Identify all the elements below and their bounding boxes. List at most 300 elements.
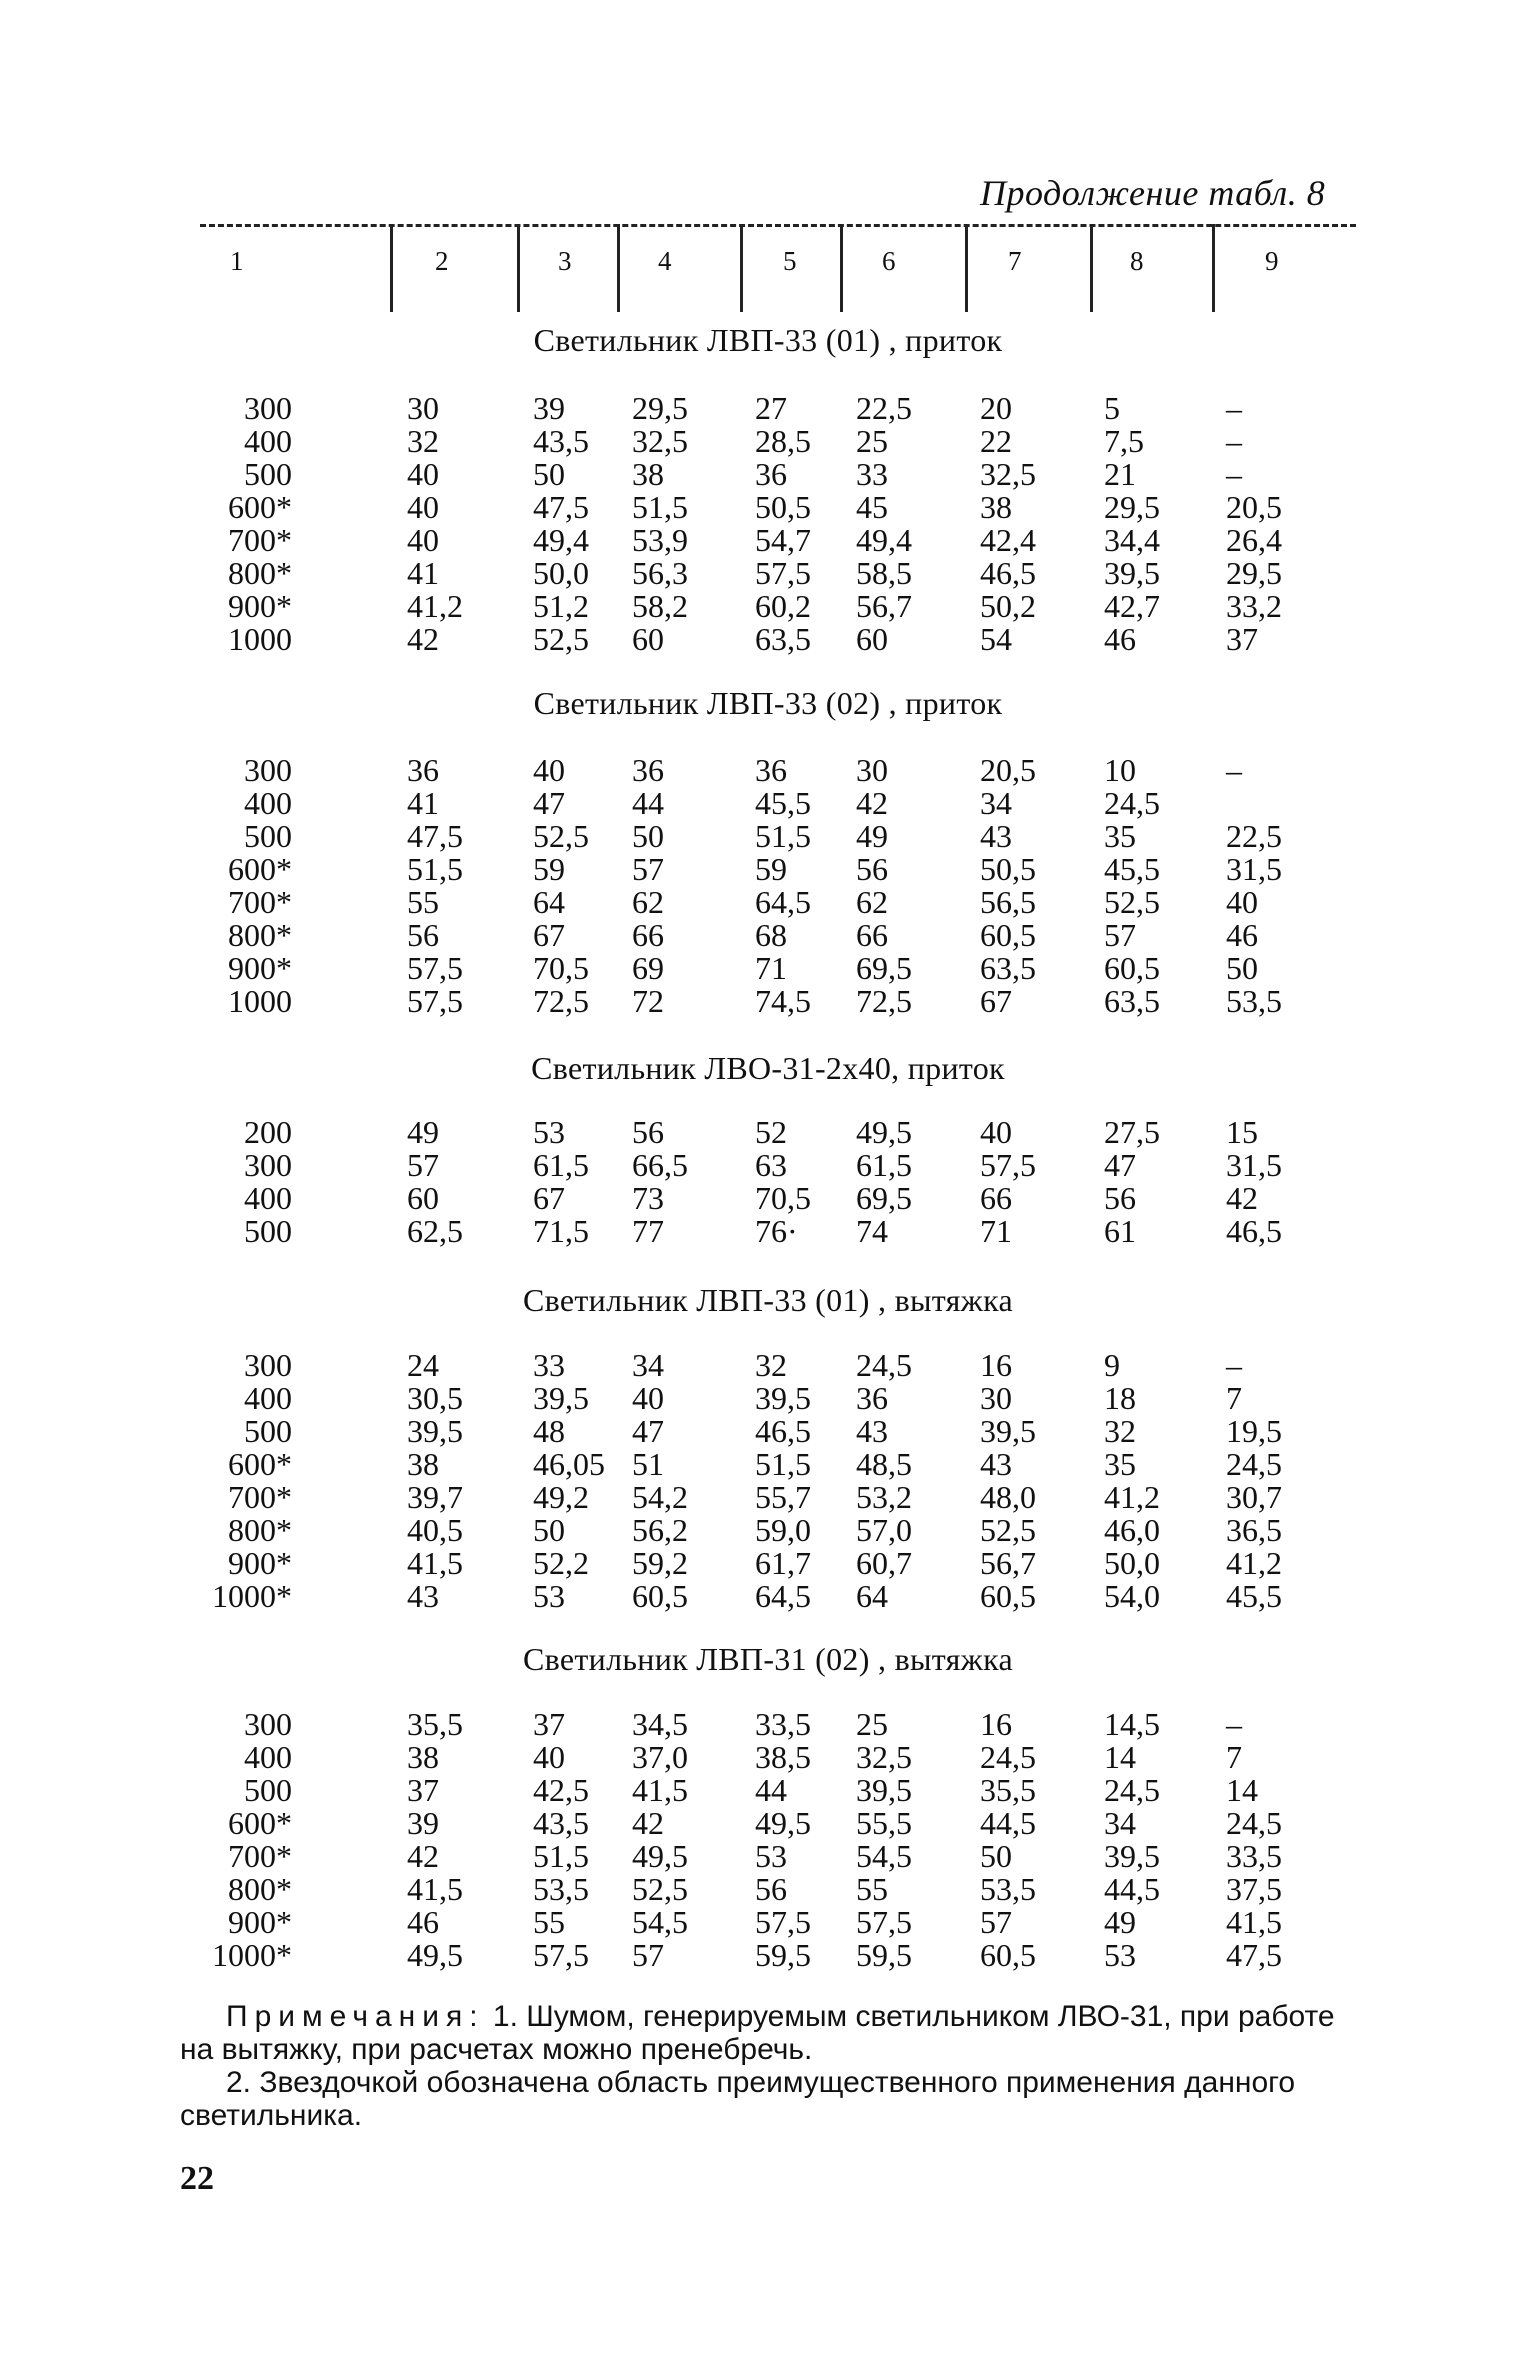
table-cell: 34,5 xyxy=(632,1706,688,1742)
note-2-text: 2. Звездочкой обозначена область преимущественного применения данного светильника. xyxy=(180,2066,1296,2132)
table-cell: 42 xyxy=(407,1838,439,1874)
table-row xyxy=(0,1873,1536,1906)
table-cell: 40 xyxy=(407,489,439,525)
table-cell: 60,5 xyxy=(632,1578,688,1614)
table-cell: 51,2 xyxy=(533,588,589,624)
table-cell: 45 xyxy=(856,489,888,525)
table-cell: 61,7 xyxy=(755,1545,811,1581)
table-cell: 61,5 xyxy=(856,1147,912,1183)
table-cell: 1000* xyxy=(212,1578,292,1614)
table-cell: 40,5 xyxy=(407,1512,463,1548)
table-cell: 20 xyxy=(980,390,1012,426)
table-cell: 39,5 xyxy=(1104,1838,1160,1874)
table-cell: 56,2 xyxy=(632,1512,688,1548)
table-cell: 50 xyxy=(632,818,664,854)
table-cell: 60,5 xyxy=(980,1578,1036,1614)
table-cell: 46,5 xyxy=(755,1413,811,1449)
table-cell: 72,5 xyxy=(533,983,589,1019)
table-cell: 55 xyxy=(407,884,439,920)
table-cell: 47 xyxy=(533,785,565,821)
table-cell: 66 xyxy=(980,1180,1012,1216)
table-cell: 72,5 xyxy=(856,983,912,1019)
table-cell: 50 xyxy=(533,456,565,492)
table-cell: 800* xyxy=(228,1871,292,1907)
table-cell: 53,2 xyxy=(856,1479,912,1515)
table-cell: 45,5 xyxy=(1226,1578,1282,1614)
table-cell: 45,5 xyxy=(1104,851,1160,887)
table-cell: 49 xyxy=(856,818,888,854)
table-cell: 900* xyxy=(228,1904,292,1940)
table-cell: 72 xyxy=(632,983,664,1019)
table-cell: 48,5 xyxy=(856,1446,912,1482)
table-cell: 53 xyxy=(533,1114,565,1150)
table-cell: 53,5 xyxy=(980,1871,1036,1907)
table-cell: 51,5 xyxy=(407,851,463,887)
table-cell: 39,5 xyxy=(1104,555,1160,591)
table-cell: 39,5 xyxy=(856,1772,912,1808)
table-cell: 55 xyxy=(533,1904,565,1940)
table-cell: 56,7 xyxy=(856,588,912,624)
notes-label: Примечания: xyxy=(226,2000,485,2033)
table-cell: 48,0 xyxy=(980,1479,1036,1515)
table-row xyxy=(0,1116,1536,1149)
table-cell: 77 xyxy=(632,1213,664,1249)
table-cell: 52,5 xyxy=(1104,884,1160,920)
table-cell: 47 xyxy=(1104,1147,1136,1183)
table-cell: 33,5 xyxy=(755,1706,811,1742)
table-cell: 57,0 xyxy=(856,1512,912,1548)
table-cell: 49,5 xyxy=(755,1805,811,1841)
column-divider xyxy=(390,224,393,312)
table-cell: 69,5 xyxy=(856,950,912,986)
table-cell: 500 xyxy=(244,1772,292,1808)
table-cell: 39,5 xyxy=(533,1380,589,1416)
table-cell: 29,5 xyxy=(1104,489,1160,525)
table-cell: 56 xyxy=(407,917,439,953)
table-cell: 43 xyxy=(980,818,1012,854)
table-cell: 60,7 xyxy=(856,1545,912,1581)
table-cell: 60,2 xyxy=(755,588,811,624)
table-cell: – xyxy=(1226,456,1242,492)
table-cell: 33 xyxy=(533,1347,565,1383)
table-cell: 64 xyxy=(856,1578,888,1614)
table-cell: 34,4 xyxy=(1104,522,1160,558)
table-cell: 800* xyxy=(228,917,292,953)
table-cell: 57,5 xyxy=(755,1904,811,1940)
table-cell: 71 xyxy=(755,950,787,986)
table-cell: 30 xyxy=(980,1380,1012,1416)
table-cell: 47,5 xyxy=(1226,1937,1282,1973)
table-cell: 57 xyxy=(407,1147,439,1183)
table-cell: 49,5 xyxy=(632,1838,688,1874)
table-cell: 38 xyxy=(980,489,1012,525)
table-cell: 62,5 xyxy=(407,1213,463,1249)
table-row xyxy=(0,820,1536,853)
table-cell: 52,5 xyxy=(632,1871,688,1907)
table-row xyxy=(0,1481,1536,1514)
table-row xyxy=(0,392,1536,425)
table-cell: 66 xyxy=(856,917,888,953)
table-row xyxy=(0,425,1536,458)
table-cell: 42,4 xyxy=(980,522,1036,558)
table-cell: 55 xyxy=(856,1871,888,1907)
section-title: Светильник ЛВП-33 (01) , приток xyxy=(533,322,1003,358)
table-cell: 58,2 xyxy=(632,588,688,624)
column-divider xyxy=(1090,224,1093,312)
column-divider xyxy=(740,224,743,312)
table-cell: 300 xyxy=(244,752,292,788)
table-cell: 600* xyxy=(228,1805,292,1841)
table-cell: 39 xyxy=(407,1805,439,1841)
table-cell: 42,7 xyxy=(1104,588,1160,624)
table-cell: 54,0 xyxy=(1104,1578,1160,1614)
table-cell: 59 xyxy=(533,851,565,887)
table-cell: 20,5 xyxy=(980,752,1036,788)
table-cell: 64,5 xyxy=(755,1578,811,1614)
table-cell: 62 xyxy=(856,884,888,920)
table-cell: 49,4 xyxy=(856,522,912,558)
table-cell: 29,5 xyxy=(632,390,688,426)
table-cell: 36 xyxy=(407,752,439,788)
table-cell: 700* xyxy=(228,1838,292,1874)
table-cell: 39 xyxy=(533,390,565,426)
table-cell: 50,5 xyxy=(755,489,811,525)
table-cell: 46,5 xyxy=(1226,1213,1282,1249)
table-cell: 24,5 xyxy=(856,1347,912,1383)
table-cell: 24,5 xyxy=(980,1739,1036,1775)
table-cell: 27,5 xyxy=(1104,1114,1160,1150)
table-cell: 41,2 xyxy=(1104,1479,1160,1515)
table-cell: 56 xyxy=(1104,1180,1136,1216)
table-cell: 74,5 xyxy=(755,983,811,1019)
table-cell: 53 xyxy=(755,1838,787,1874)
table-cell: 63,5 xyxy=(755,621,811,657)
table-cell: 59,2 xyxy=(632,1545,688,1581)
table-cell: 55,5 xyxy=(856,1805,912,1841)
table-cell: 400 xyxy=(244,1739,292,1775)
table-cell: 60 xyxy=(856,621,888,657)
table-cell: 57 xyxy=(632,1937,664,1973)
table-cell: 400 xyxy=(244,1380,292,1416)
table-cell: 58,5 xyxy=(856,555,912,591)
table-cell: 38,5 xyxy=(755,1739,811,1775)
table-cell: 59 xyxy=(755,851,787,887)
table-cell: 900* xyxy=(228,1545,292,1581)
table-row xyxy=(0,524,1536,557)
table-cell: 33,2 xyxy=(1226,588,1282,624)
column-divider xyxy=(965,224,968,312)
table-cell: 52 xyxy=(755,1114,787,1150)
table-cell: 50,5 xyxy=(980,851,1036,887)
table-cell: 37,5 xyxy=(1226,1871,1282,1907)
table-cell: 700* xyxy=(228,522,292,558)
table-cell: 32,5 xyxy=(632,423,688,459)
table-row xyxy=(0,1448,1536,1481)
table-cell: 300 xyxy=(244,1147,292,1183)
table-row xyxy=(0,1807,1536,1840)
table-cell: 49 xyxy=(1104,1904,1136,1940)
table-cell: 67 xyxy=(980,983,1012,1019)
table-cell: 32 xyxy=(1104,1413,1136,1449)
table-cell: 56 xyxy=(856,851,888,887)
table-cell: 43 xyxy=(856,1413,888,1449)
table-row xyxy=(0,853,1536,886)
table-cell: 1000* xyxy=(212,1937,292,1973)
table-cell: 30 xyxy=(407,390,439,426)
table-cell: 50 xyxy=(980,1838,1012,1874)
table-cell: 43,5 xyxy=(533,423,589,459)
table-cell: 40 xyxy=(980,1114,1012,1150)
table-cell: 14,5 xyxy=(1104,1706,1160,1742)
note-1-text: 1. Шумом, генерируемым светильником ЛВО-31, при работе на вытяжку, при расчетах можно пренебречь. xyxy=(180,2000,1335,2066)
table-cell: 51,5 xyxy=(632,489,688,525)
table-cell: 1000 xyxy=(228,983,292,1019)
table-cell: 500 xyxy=(244,818,292,854)
table-cell: 51,5 xyxy=(755,1446,811,1482)
table-cell: 63,5 xyxy=(980,950,1036,986)
table-cell: 52,5 xyxy=(533,621,589,657)
table-cell: 300 xyxy=(244,390,292,426)
table-cell: 40 xyxy=(407,522,439,558)
table-row xyxy=(0,590,1536,623)
table-cell: 900* xyxy=(228,950,292,986)
table-cell: 39,7 xyxy=(407,1479,463,1515)
table-cell: 18 xyxy=(1104,1380,1136,1416)
column-number: 6 xyxy=(882,246,896,276)
column-number: 8 xyxy=(1130,246,1144,276)
table-cell: 30,5 xyxy=(407,1380,463,1416)
table-row xyxy=(0,1149,1536,1182)
table-cell: 57 xyxy=(632,851,664,887)
table-cell: 53 xyxy=(1104,1937,1136,1973)
table-cell: – xyxy=(1226,1347,1242,1383)
table-cell: 42,5 xyxy=(533,1772,589,1808)
section-title: Светильник ЛВО-31-2х40, приток xyxy=(531,1050,1005,1086)
table-cell: 24,5 xyxy=(1104,1772,1160,1808)
table-cell: 48 xyxy=(533,1413,565,1449)
table-cell: 800* xyxy=(228,1512,292,1548)
table-cell: 51 xyxy=(632,1446,664,1482)
table-cell: 22,5 xyxy=(856,390,912,426)
table-cell: 61,5 xyxy=(533,1147,589,1183)
note-1 xyxy=(180,2000,1356,2066)
column-divider xyxy=(617,224,620,312)
table-row xyxy=(0,1741,1536,1774)
table-cell: 400 xyxy=(244,423,292,459)
table-cell: 57 xyxy=(1104,917,1136,953)
table-cell: 59,5 xyxy=(755,1937,811,1973)
table-cell: 41,2 xyxy=(1226,1545,1282,1581)
table-cell: 22 xyxy=(980,423,1012,459)
notes xyxy=(180,2000,1356,2132)
table-cell: 46 xyxy=(1226,917,1258,953)
table-row xyxy=(0,1906,1536,1939)
table-cell: 22,5 xyxy=(1226,818,1282,854)
table-cell: 35 xyxy=(1104,1446,1136,1482)
table-row xyxy=(0,787,1536,820)
table-cell: 57,5 xyxy=(407,983,463,1019)
table-cell: 74 xyxy=(856,1213,888,1249)
table-cell: 7,5 xyxy=(1104,423,1144,459)
table-cell: 24 xyxy=(407,1347,439,1383)
table-cell: 600* xyxy=(228,1446,292,1482)
table-cell: 41,5 xyxy=(632,1772,688,1808)
column-number: 5 xyxy=(783,246,797,276)
column-number: 1 xyxy=(230,246,244,276)
table-cell: 53 xyxy=(533,1578,565,1614)
table-cell: 53,9 xyxy=(632,522,688,558)
table-cell: 62 xyxy=(632,884,664,920)
table-cell: 19,5 xyxy=(1226,1413,1282,1449)
table-cell: 50,2 xyxy=(980,588,1036,624)
table-cell: 24,5 xyxy=(1104,785,1160,821)
table-cell: 33 xyxy=(856,456,888,492)
table-cell: 900* xyxy=(228,588,292,624)
table-cell: 32,5 xyxy=(856,1739,912,1775)
table-row xyxy=(0,1939,1536,1972)
table-cell: 20,5 xyxy=(1226,489,1282,525)
table-cell: 14 xyxy=(1226,1772,1258,1808)
table-cell: 25 xyxy=(856,423,888,459)
table-cell: 44 xyxy=(632,785,664,821)
table-cell: 43,5 xyxy=(533,1805,589,1841)
table-cell: 50,0 xyxy=(533,555,589,591)
column-divider xyxy=(840,224,843,312)
table-cell: 42 xyxy=(407,621,439,657)
column-divider xyxy=(517,224,520,312)
table-cell: 28,5 xyxy=(755,423,811,459)
table-cell: 38 xyxy=(407,1739,439,1775)
table-cell: 64 xyxy=(533,884,565,920)
table-cell: 61 xyxy=(1104,1213,1136,1249)
table-cell: 54,7 xyxy=(755,522,811,558)
table-cell: 7 xyxy=(1226,1739,1242,1775)
table-cell: 36 xyxy=(755,752,787,788)
table-cell: 60 xyxy=(407,1180,439,1216)
table-cell: 46,5 xyxy=(980,555,1036,591)
table-cell: – xyxy=(1226,752,1242,788)
table-cell: 35,5 xyxy=(980,1772,1036,1808)
table-cell: 63 xyxy=(755,1147,787,1183)
column-number: 9 xyxy=(1265,246,1279,276)
table-cell: 26,4 xyxy=(1226,522,1282,558)
table-cell: 40 xyxy=(632,1380,664,1416)
table-row xyxy=(0,623,1536,656)
column-number: 2 xyxy=(435,246,449,276)
table-cell: 29,5 xyxy=(1226,555,1282,591)
table-cell: 44 xyxy=(755,1772,787,1808)
table-cell: 39,5 xyxy=(407,1413,463,1449)
table-cell: 10 xyxy=(1104,752,1136,788)
table-cell: 44,5 xyxy=(1104,1871,1160,1907)
table-cell: 56 xyxy=(632,1114,664,1150)
table-cell: 40 xyxy=(1226,884,1258,920)
table-cell: 41,5 xyxy=(407,1545,463,1581)
table-row xyxy=(0,1840,1536,1873)
table-cell: 35 xyxy=(1104,818,1136,854)
table-cell: 400 xyxy=(244,1180,292,1216)
table-cell: 15 xyxy=(1226,1114,1258,1150)
table-cell: 34 xyxy=(1104,1805,1136,1841)
table-cell: 37 xyxy=(407,1772,439,1808)
table-cell: 45,5 xyxy=(755,785,811,821)
table-row xyxy=(0,1349,1536,1382)
column-number: 3 xyxy=(558,246,572,276)
table-cell: 59,5 xyxy=(856,1937,912,1973)
table-cell: 43 xyxy=(980,1446,1012,1482)
table-cell: 37,0 xyxy=(632,1739,688,1775)
table-row xyxy=(0,886,1536,919)
table-row xyxy=(0,1547,1536,1580)
table-cell: 42 xyxy=(632,1805,664,1841)
table-cell: 600* xyxy=(228,489,292,525)
table-cell: 57,5 xyxy=(755,555,811,591)
table-row xyxy=(0,1215,1536,1248)
section-title: Светильник ЛВП-33 (01) , вытяжка xyxy=(523,1282,1013,1318)
table-cell: 53,5 xyxy=(1226,983,1282,1019)
table-cell: 700* xyxy=(228,1479,292,1515)
table-cell: 41 xyxy=(407,555,439,591)
table-cell: 57,5 xyxy=(533,1937,589,1973)
table-cell: 56,7 xyxy=(980,1545,1036,1581)
table-cell: 70,5 xyxy=(533,950,589,986)
table-cell: 60,5 xyxy=(980,917,1036,953)
table-row xyxy=(0,1774,1536,1807)
table-cell: 60 xyxy=(632,621,664,657)
column-number: 7 xyxy=(1008,246,1022,276)
table-cell: 41,5 xyxy=(407,1871,463,1907)
table-cell: 55,7 xyxy=(755,1479,811,1515)
table-cell: 46,0 xyxy=(1104,1512,1160,1548)
table-cell: 64,5 xyxy=(755,884,811,920)
table-cell: 68 xyxy=(755,917,787,953)
table-cell: 9 xyxy=(1104,1347,1120,1383)
table-cell: 37 xyxy=(1226,621,1258,657)
table-row xyxy=(0,557,1536,590)
table-cell: 56,3 xyxy=(632,555,688,591)
table-cell: 32,5 xyxy=(980,456,1036,492)
table-cell: – xyxy=(1226,390,1242,426)
table-cell: 31,5 xyxy=(1226,851,1282,887)
table-cell: 60,5 xyxy=(1104,950,1160,986)
section-title: Светильник ЛВП-33 (02) , приток xyxy=(533,685,1003,721)
table-row xyxy=(0,458,1536,491)
table-cell: 31,5 xyxy=(1226,1147,1282,1183)
table-cell: 30,7 xyxy=(1226,1479,1282,1515)
table-cell: 300 xyxy=(244,1347,292,1383)
table-row xyxy=(0,1580,1536,1613)
table-cell: 50 xyxy=(533,1512,565,1548)
table-cell: 30 xyxy=(856,752,888,788)
table-cell: 71 xyxy=(980,1213,1012,1249)
table-cell: 57,5 xyxy=(856,1904,912,1940)
table-cell: 14 xyxy=(1104,1739,1136,1775)
table-cell: 52,5 xyxy=(533,818,589,854)
table-cell: 46 xyxy=(1104,621,1136,657)
table-cell: 500 xyxy=(244,1413,292,1449)
table-cell: 46 xyxy=(407,1904,439,1940)
table-cell: 41,2 xyxy=(407,588,463,624)
table-cell: 42 xyxy=(1226,1180,1258,1216)
table-cell: 66 xyxy=(632,917,664,953)
table-cell: 33,5 xyxy=(1226,1838,1282,1874)
table-cell: 34 xyxy=(632,1347,664,1383)
column-number: 4 xyxy=(658,246,672,276)
table-cell: 54,5 xyxy=(632,1904,688,1940)
table-cell: 24,5 xyxy=(1226,1446,1282,1482)
table-cell: 40 xyxy=(533,1739,565,1775)
note-2 xyxy=(180,2066,1356,2132)
